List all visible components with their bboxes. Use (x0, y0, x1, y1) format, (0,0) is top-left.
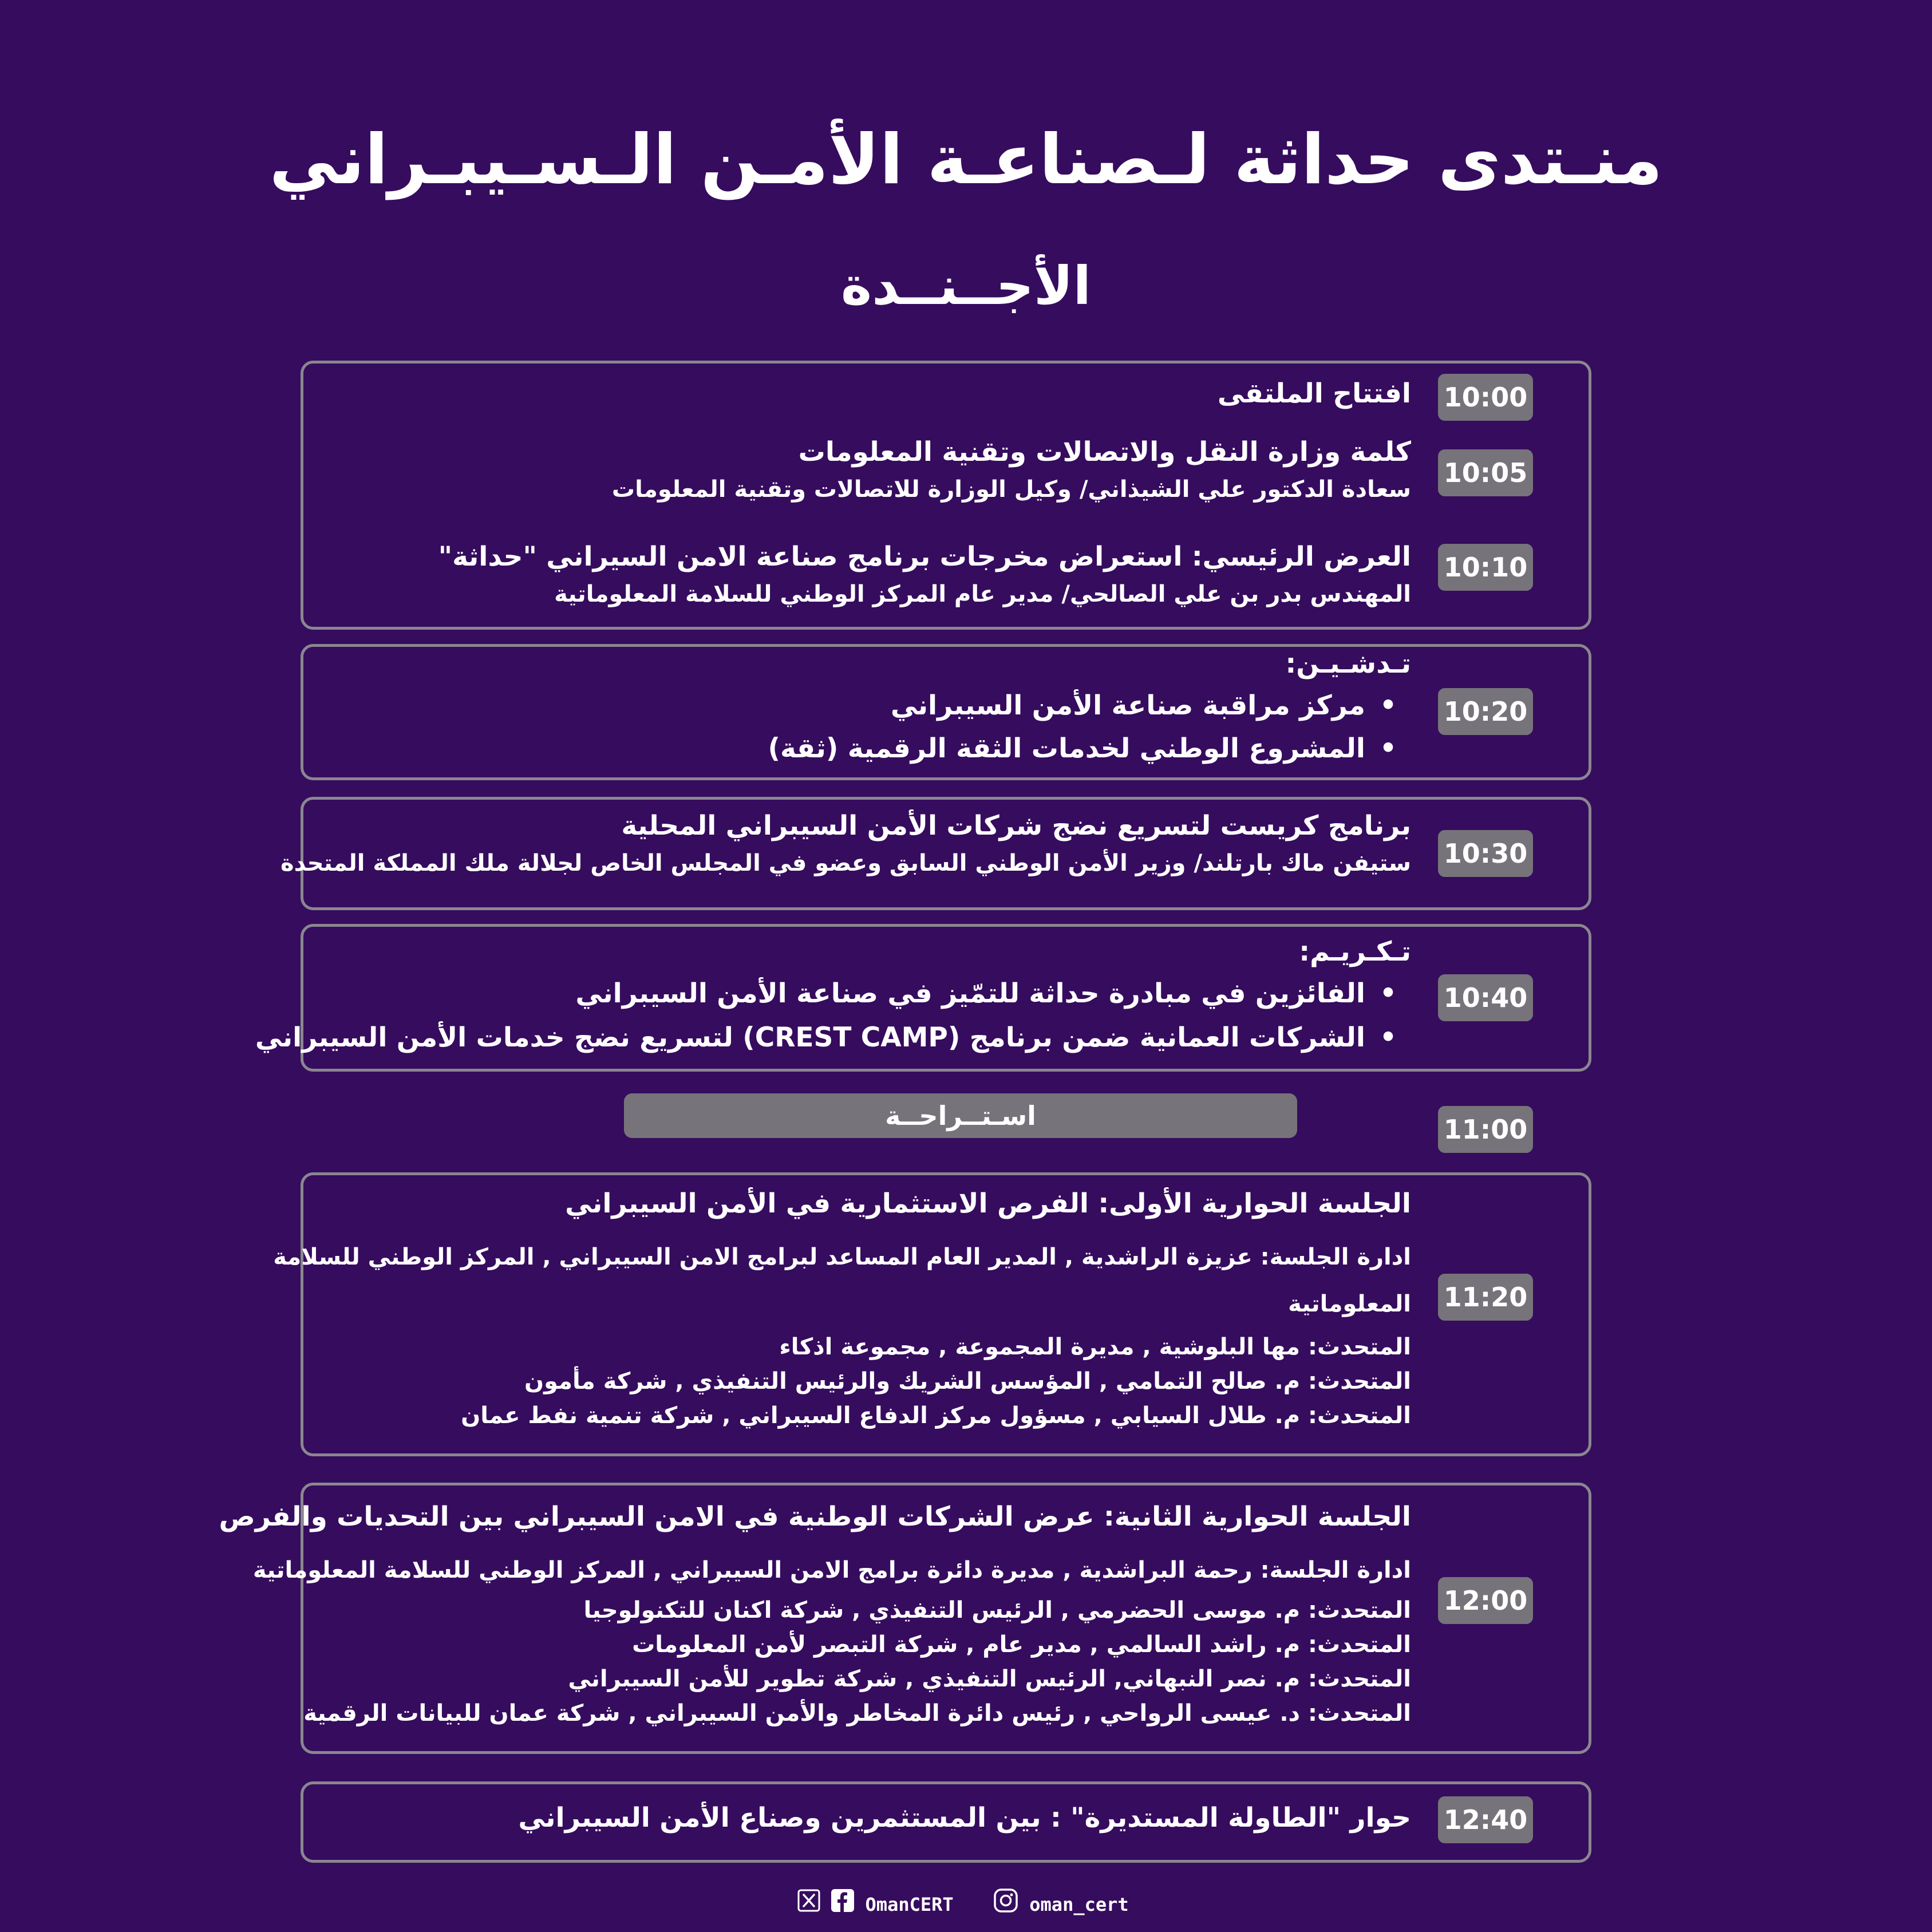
session-speaker: المتحدث: م. صالح التمامي , المؤسس الشريك والرئيس التنفيذي , شركة مأمون (524, 1368, 1411, 1394)
bullet-text: المشروع الوطني لخدمات الثقة الرقمية (ثقة) (768, 733, 1365, 764)
bullet-dot: • (1379, 690, 1397, 721)
footer-instagram[interactable] (993, 1887, 1129, 1922)
agenda-item-title: كلمة وزارة النقل والاتصالات وتقنية المعلومات (798, 436, 1411, 468)
time-badge: 11:20 (1438, 1274, 1533, 1321)
bullet-dot: • (1379, 978, 1397, 1009)
time-badge: 10:00 (1438, 374, 1533, 421)
bullet-text: الشركات العمانية ضمن برنامج (CREST CAMP) لتسريع نضج خدمات الأمن السيبراني (255, 1022, 1365, 1053)
session-speaker: المتحدث: م. موسى الحضرمي , الرئيس التنفيذي , شركة اكنان للتكنولوجيا (583, 1597, 1411, 1623)
bullet-item (768, 733, 1411, 764)
bullet-dot: • (1379, 733, 1397, 764)
bullet-item (255, 1022, 1411, 1053)
session-speaker: المتحدث: م. طلال السيابي , مسؤول مركز الدفاع السيبراني , شركة تنمية نفط عمان (461, 1402, 1411, 1429)
session-moderator-continued: المعلوماتية (1288, 1291, 1411, 1317)
agenda-item-speaker: المهندس بدر بن علي الصالحي/ مدير عام المركز الوطني للسلامة المعلوماتية (554, 581, 1411, 607)
agenda-item-title: افتتاح الملتقى (1217, 378, 1411, 409)
bullet-dot: • (1379, 1022, 1397, 1053)
time-badge: 10:10 (1438, 544, 1533, 591)
facebook-icon[interactable] (831, 1888, 854, 1923)
time-badge: 12:40 (1438, 1796, 1533, 1843)
agenda-item-title: العرض الرئيسي: استعراض مخرجات برنامج صناعة الامن السيراني "حداثة" (438, 541, 1411, 572)
session-speaker: المتحدث: م. راشد السالمي , مدير عام , شركة التبصر لأمن المعلومات (632, 1631, 1411, 1658)
agenda-item-speaker: سعادة الدكتور علي الشيذاني/ وكيل الوزارة للاتصالات وتقنية المعلومات (611, 476, 1411, 503)
break-bar: اسـتــراحــة (624, 1093, 1297, 1138)
agenda-item-title: الجلسة الحوارية الثانية: عرض الشركات الوطنية في الامن السيبراني بين التحديات والفرص (219, 1501, 1411, 1532)
agenda-item-title: تـكـريـم: (1299, 936, 1411, 967)
x-icon[interactable] (797, 1888, 820, 1923)
session-moderator: ادارة الجلسة: عزيزة الراشدية , المدير العام المساعد لبرامج الامن السيبراني , المركز الوطني للسلامة (273, 1244, 1411, 1270)
bullet-item (575, 978, 1411, 1009)
time-badge: 12:00 (1438, 1577, 1533, 1624)
instagram-handle: oman_cert (1029, 1894, 1129, 1915)
session-moderator: ادارة الجلسة: رحمة البراشدية , مديرة دائرة برامج الامن السيبراني , المركز الوطني للسلامة المعلوماتية (252, 1557, 1411, 1583)
agenda-item-title: تـدشـيـن: (1285, 648, 1411, 679)
time-badge: 10:30 (1438, 830, 1533, 877)
session-speaker: المتحدث: د. عيسى الرواحي , رئيس دائرة المخاطر والأمن السيبراني , شركة عمان للبيانات الرقمية (303, 1700, 1411, 1726)
agenda-item-title: الجلسة الحوارية الأولى: الفرص الاستثمارية في الأمن السيبراني (565, 1188, 1411, 1219)
page-title: منـتدى حداثة لـصناعـة الأمـن الـسـيبـراني (269, 120, 1663, 200)
agenda-item-speaker: ستيفن ماك بارتلند/ وزير الأمن الوطني السابق وعضو في المجلس الخاص لجلالة ملك المملكة المتحدة (280, 850, 1411, 876)
bullet-item (891, 690, 1411, 721)
session-speaker: المتحدث: م. نصر النبهاني, الرئيس التنفيذي , شركة تطوير للأمن السيبراني (568, 1666, 1411, 1692)
bullet-text: الفائزين في مبادرة حداثة للتمّيز في صناعة الأمن السيبراني (575, 978, 1365, 1009)
footer-x-facebook[interactable] (797, 1887, 954, 1922)
instagram-icon[interactable] (993, 1888, 1018, 1924)
bullet-text: مركز مراقبة صناعة الأمن السيبراني (890, 690, 1365, 721)
session-speaker: المتحدث: مها البلوشية , مديرة المجموعة , مجموعة اذكاء (779, 1334, 1411, 1360)
time-badge: 11:00 (1438, 1106, 1533, 1153)
x-handle: OmanCERT (865, 1894, 954, 1915)
time-badge: 10:05 (1438, 449, 1533, 496)
agenda-heading: الأجــنــدة (840, 255, 1092, 317)
agenda-item-title: برنامج كريست لتسريع نضج شركات الأمن السيبراني المحلية (621, 810, 1411, 841)
time-badge: 10:40 (1438, 974, 1533, 1021)
agenda-item-title: حوار "الطاولة المستديرة" : بين المستثمرين وصناع الأمن السيبراني (518, 1802, 1411, 1834)
time-badge: 10:20 (1438, 688, 1533, 735)
